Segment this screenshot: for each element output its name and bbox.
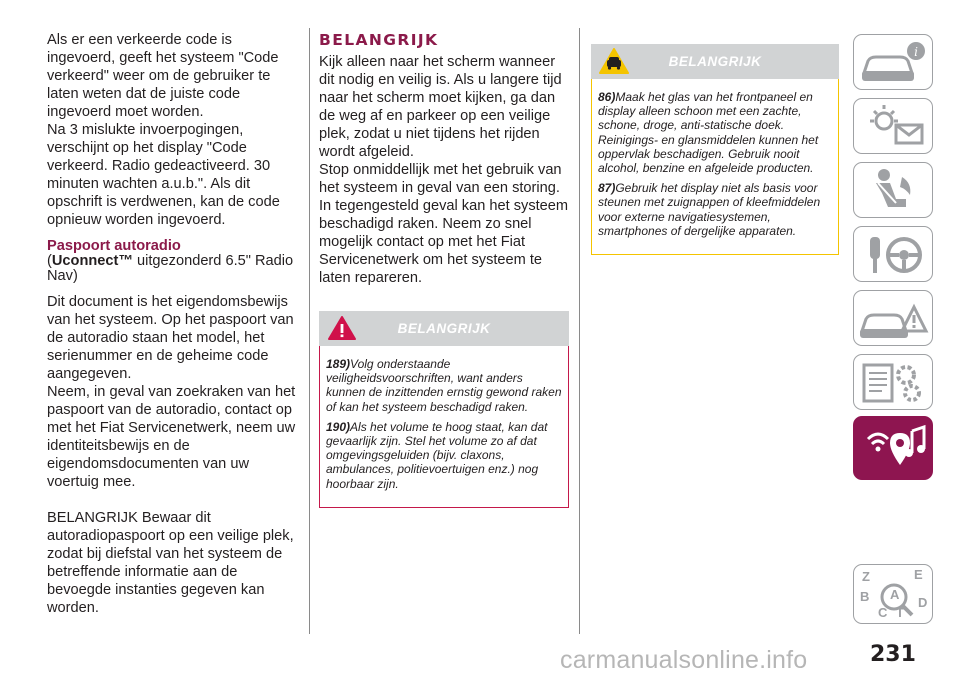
- uconnect-label: Uconnect™: [51, 253, 133, 269]
- paragraph-three-attempts: Na 3 mislukte invoerpogingen, verschijnt op het display "Code verkeerd. Radio gedeactiveerd. 30 minuten wachten a.u.b.". Als dit opschrift is verdwenen, kan de code opnieuw worden ingevoerd.: [47, 122, 280, 228]
- tab-maintenance[interactable]: [853, 354, 933, 410]
- tab-car-info[interactable]: [853, 34, 933, 90]
- index-letter: A: [890, 587, 900, 602]
- note-item: 87)Gebruik het display niet als basis voor steunen met zuignappen of kleefmiddelen voor externe navigatiesystemen, smartphones of dergelijke apparaten.: [598, 181, 821, 238]
- warning-lights-icon: [854, 99, 934, 155]
- warning-box-title: BELANGRIJK: [397, 321, 491, 336]
- right-column: [591, 44, 839, 255]
- important-heading: BELANGRIJK: [319, 31, 439, 49]
- key-steering-icon: [854, 227, 934, 283]
- warning-box: [319, 346, 569, 508]
- tab-starting-driving[interactable]: [853, 226, 933, 282]
- caution-box-header: [591, 44, 839, 79]
- paragraph-ownership: Dit document is het eigendomsbewijs van het systeem. Op het paspoort van de autoradio staan het model, het serienummer en de geheime code aangegeven.: [47, 294, 294, 382]
- index-letter: Z: [862, 569, 870, 584]
- note-item: 86)Maak het glas van het frontpaneel en display alleen schoon met een zachte, schone, droge, anti-statische doek. Reinigings- en glansmiddelen kunnen het oppervlak beschadigen. Gebruik nooit alcohol, benzine en afgeleide producten.: [598, 90, 819, 176]
- column-divider-2: [579, 28, 580, 634]
- paragraph-malfunction: Stop onmiddellijk met het gebruik van het systeem in geval van een storing. In tegengesteld geval kan het systeem beschadigd raken. Neem zo snel mogelijk contact op met het Fiat Servicenetwerk om het systeem te laten repareren.: [319, 162, 569, 286]
- multimedia-icon: [854, 417, 934, 481]
- section-subheading: (Uconnect™ uitgezonderd 6.5" Radio Nav): [47, 253, 294, 284]
- paragraph-wrong-code: Als er een verkeerde code is ingevoerd, geeft het systeem "Code verkeerd" weer om de gebruiker te laten weten dat de juiste code ingevoerd moet worden.: [47, 32, 279, 120]
- caution-box-title: BELANGRIJK: [668, 54, 762, 69]
- caution-box: [591, 79, 839, 255]
- tab-emergency[interactable]: [853, 290, 933, 346]
- note-item: 190)Als het volume te hoog staat, kan dat gevaarlijk zijn. Stel het volume zo af dat omgevingsgeluiden (bijv. claxons, ambulances, politievoertuigen enz.) nog hoorbaar zijn.: [326, 419, 548, 491]
- left-column: [47, 31, 301, 617]
- tab-multimedia[interactable]: [853, 416, 933, 480]
- index-letter: E: [914, 567, 923, 582]
- svg-text:i: i: [914, 45, 918, 59]
- column-divider-1: [309, 28, 310, 634]
- tab-index[interactable]: [853, 564, 933, 624]
- watermark: carmanualsonline.info: [560, 646, 808, 674]
- paragraph-keep-safe: BELANGRIJK Bewaar dit autoradiopaspoort op een veilige plek, zodat bij diefstal van het systeem de betreffende informatie aan de bevoegde instanties gegeven kan worden.: [47, 510, 294, 616]
- note-item: 189)Volg onderstaande veiligheidsvoorschriften, want anders kunnen de inzittenden ernstig gewond raken of kan het systeem beschadigd raken.: [326, 357, 562, 414]
- tab-warning-lights[interactable]: [853, 98, 933, 154]
- paragraph-lost-passport: Neem, in geval van zoekraken van het paspoort van de autoradio, contact op met het Fiat Servicenetwerk, neem uw identiteitsbewijs en de eigendomsdocumenten van uw voertuig mee.: [47, 384, 296, 490]
- middle-column: [319, 31, 569, 508]
- warning-box-header: [319, 311, 569, 346]
- tab-safety[interactable]: [853, 162, 933, 218]
- index-letter: T: [896, 605, 904, 620]
- paragraph-screen-safety: Kijk alleen naar het scherm wanneer dit nodig en veilig is. Als u langere tijd naar het scherm moet kijken, ga dan de weg af en parkeer op een veilige plek, zodat u niet tijdens het rijden wordt afgeleid.: [319, 54, 562, 160]
- section-heading-radio-passport: Paspoort autoradio: [47, 238, 181, 254]
- seat-airbag-icon: [854, 163, 934, 219]
- index-letter: C: [878, 605, 888, 620]
- maintenance-icon: [854, 355, 934, 411]
- page-number: 231: [870, 642, 916, 667]
- index-letter: B: [860, 589, 870, 604]
- breakdown-icon: [854, 291, 934, 347]
- car-info-icon: [854, 35, 934, 91]
- index-letter: D: [918, 595, 928, 610]
